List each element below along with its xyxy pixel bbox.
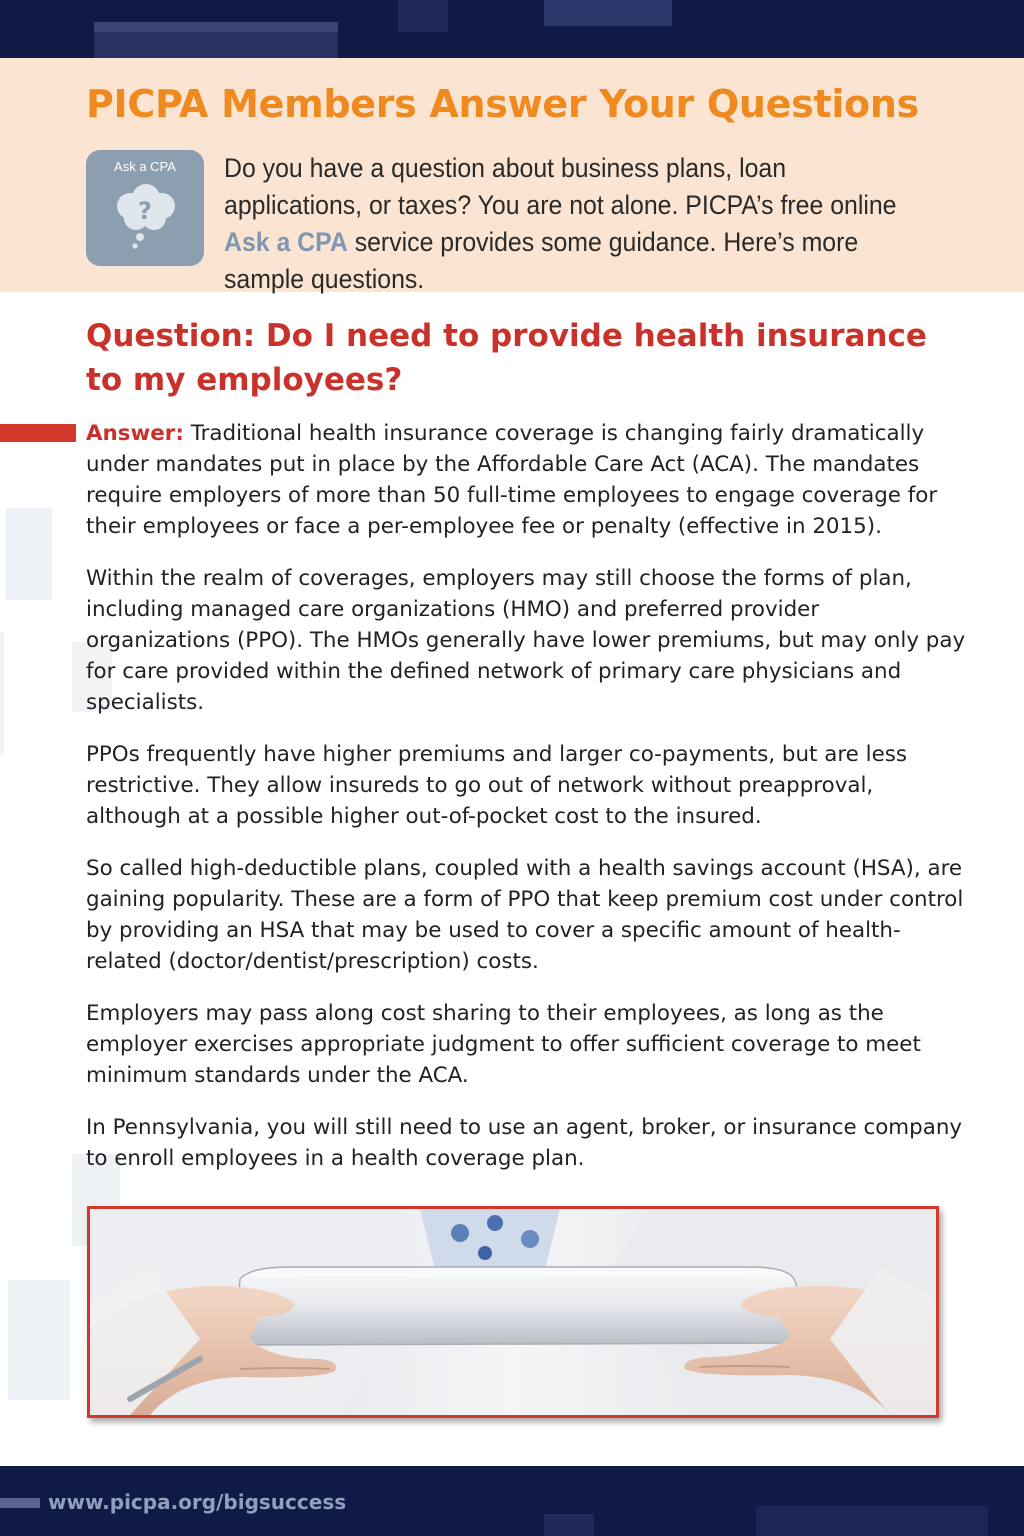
decorative-block	[756, 1506, 988, 1536]
header-panel	[0, 58, 1024, 292]
answer-paragraph: So called high-deductible plans, coupled with a health savings account (HSA), are gaining popularity. These are a form of PPO that keep premium cost under control by providing an HSA that may be used to cover a specific amount of health-related (doctor/dentist/prescription) costs.	[86, 856, 964, 974]
top-banner	[0, 0, 1024, 58]
decorative-block	[8, 1280, 70, 1400]
decorative-block	[6, 508, 52, 600]
answer-label: Answer:	[86, 421, 184, 446]
ask-a-cpa-link[interactable]: Ask a CPA	[224, 227, 348, 257]
intro-text-end: service provides some guidance. Here’s more sample questions.	[224, 227, 859, 294]
answer-paragraph: Within the realm of coverages, employers may still choose the forms of plan, including managed care organizations (HMO) and preferred provider organizations (PPO). The HMOs generally have lower premiums, but may only pay for care provided within the defined network of primary care physicians and specialists.	[86, 566, 966, 715]
hands-holding-tablet-illustration	[90, 1209, 936, 1415]
ask-a-cpa-icon[interactable]	[86, 150, 204, 266]
question-heading: Question: Do I need to provide health insurance to my employees?	[86, 318, 927, 398]
answer-paragraph: In Pennsylvania, you will still need to use an agent, broker, or insurance company to enroll employees in a health coverage plan.	[86, 1115, 963, 1171]
answer-paragraph: Employers may pass along cost sharing to their employees, as long as the employer exercises appropriate judgment to offer sufficient coverage to meet minimum standards under the ACA.	[86, 1001, 921, 1088]
ask-a-cpa-icon-label: Ask a CPA	[114, 159, 176, 174]
decorative-block	[0, 632, 4, 754]
intro-text-start: Do you have a question about business plans, loan applications, or taxes? You are not alone. PICPA’s free online	[224, 153, 897, 220]
decorative-block	[398, 0, 448, 32]
tablet-photo	[87, 1206, 939, 1418]
answer-paragraph	[86, 418, 966, 542]
footer-url-link[interactable]: www.picpa.org/bigsuccess	[48, 1490, 347, 1514]
decorative-block	[544, 1514, 594, 1536]
answer-body	[86, 418, 966, 1195]
page-title: PICPA Members Answer Your Questions	[86, 82, 919, 126]
answer-paragraph-text: Traditional health insurance coverage is changing fairly dramatically under mandates put in place by the Affordable Care Act (ACA). The mandates require employers of more than 50 full-time employees to engage coverage for their employees or face a per-employee fee or penalty (effective in 2015).	[86, 421, 938, 539]
thought-bubble-question-icon	[108, 182, 182, 252]
decorative-block	[0, 1498, 40, 1508]
footer-band	[0, 1466, 1024, 1536]
answer-paragraph: PPOs frequently have higher premiums and larger co-payments, but are less restrictive. They allow insureds to go out of network without preapproval, although at a possible higher out-of-pocket cost to the insured.	[86, 742, 908, 829]
question-mark-glyph: ?	[138, 197, 152, 225]
intro-text	[224, 150, 923, 298]
decorative-block	[544, 0, 672, 26]
red-accent-bar	[0, 424, 76, 442]
decorative-block	[94, 22, 338, 32]
